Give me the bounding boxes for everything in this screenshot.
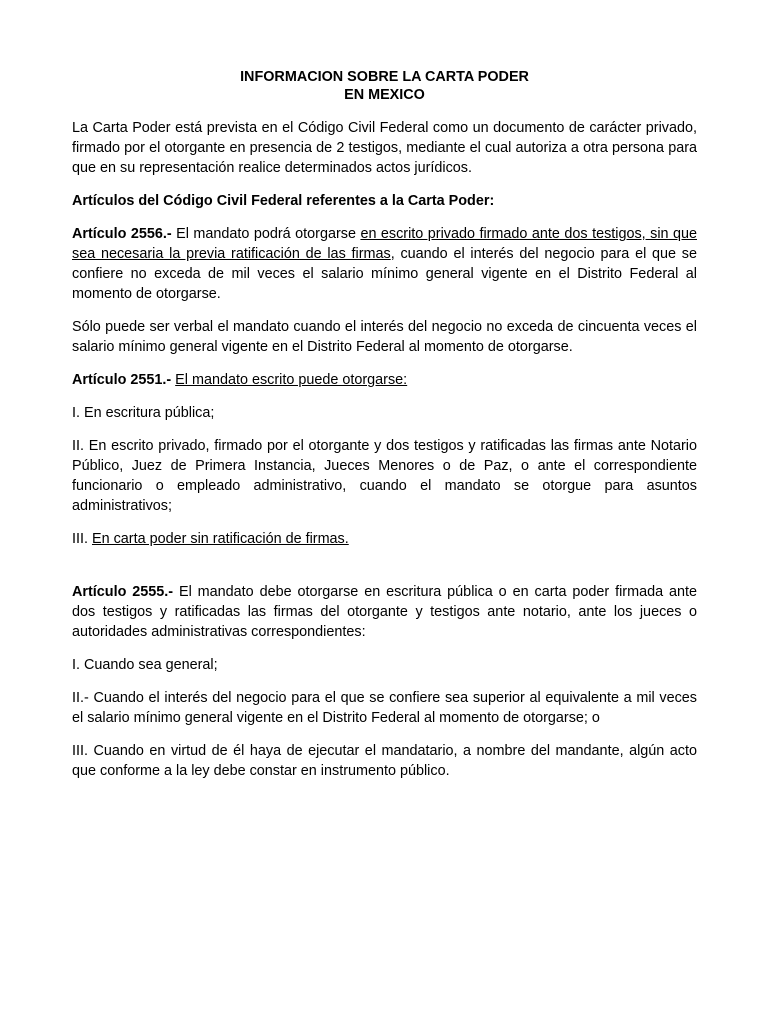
article-2551-item-3-prefix: III. xyxy=(72,531,92,547)
document-title xyxy=(72,68,697,104)
title-line-1: INFORMACION SOBRE LA CARTA PODER xyxy=(240,69,529,85)
article-2555-paragraph xyxy=(72,582,697,642)
article-2556-text-b: , cuando el interés del negocio para el que se confiere no exceda de mil veces el salario mínimo general vigente en el Distrito Federal al momento de otorgarse. xyxy=(72,246,697,302)
article-2551-heading xyxy=(72,370,697,390)
article-2555-item-1: I. Cuando sea general; xyxy=(72,657,218,673)
article-2556-paragraph xyxy=(72,224,697,304)
article-2556-paragraph-2: Sólo puede ser verbal el mandato cuando el interés del negocio no exceda de cincuenta veces el salario mínimo general vigente en el Distrito Federal al momento de otorgarse. xyxy=(72,319,697,355)
article-2556-text-a: El mandato podrá otorgarse xyxy=(171,226,361,242)
article-2555-item-2: II.- Cuando el interés del negocio para el que se confiere sea superior al equivalente a mil veces el salario mínimo general vigente en el Distrito Federal al momento de otorgarse; o xyxy=(72,690,697,726)
article-2556-label: Artículo 2556.- xyxy=(72,226,172,242)
article-2555-label: Artículo 2555.- xyxy=(72,584,174,600)
article-2551-item-3 xyxy=(72,529,697,549)
article-2555-text: El mandato debe otorgarse en escritura pública o en carta poder firmada ante dos testigos y ratificadas las firmas del otorgante y testigos ante notario, ante los jueces o autoridades administrativas correspondientes: xyxy=(72,584,697,640)
intro-paragraph: La Carta Poder está prevista en el Código Civil Federal como un documento de carácter privado, firmado por el otorgante en presencia de 2 testigos, mediante el cual autoriza a otra persona para que en su representación realice determinados actos jurídicos. xyxy=(72,120,697,176)
article-2551-item-2: II. En escrito privado, firmado por el otorgante y dos testigos y ratificadas las firmas ante Notario Público, Juez de Primera Instancia, Jueces Menores o de Paz, o ante el correspondiente funcionario o empleado administrativo, cuando el mandato se otorgue para asuntos administrativos; xyxy=(72,438,697,514)
article-2556-underlined: en escrito privado firmado ante dos testigos, sin que sea necesaria la previa ratificación de las firmas xyxy=(72,226,698,262)
title-line-2: EN MEXICO xyxy=(344,87,425,103)
article-2555-item-3: III. Cuando en virtud de él haya de ejecutar el mandatario, a nombre del mandante, algún acto que conforme a la ley debe constar en instrumento público. xyxy=(72,743,697,779)
article-2551-item-1: I. En escritura pública; xyxy=(72,405,215,421)
document-page xyxy=(72,68,697,781)
article-2551-item-3-underlined: En carta poder sin ratificación de firmas. xyxy=(92,531,349,547)
article-2551-underlined: El mandato escrito puede otorgarse: xyxy=(175,372,408,388)
section-heading: Artículos del Código Civil Federal referentes a la Carta Poder: xyxy=(72,193,495,209)
article-2551-label: Artículo 2551.- xyxy=(72,372,172,388)
